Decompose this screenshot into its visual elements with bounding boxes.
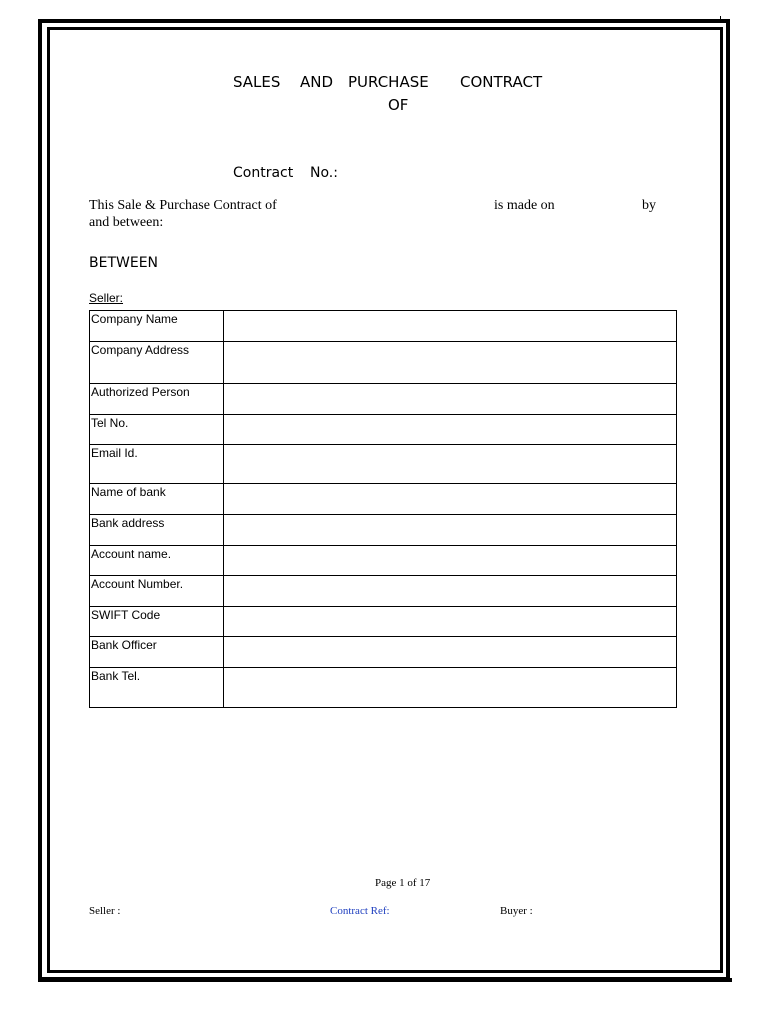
row-label: Email Id. <box>90 445 224 484</box>
row-label: Account name. <box>90 546 224 576</box>
row-value-field[interactable] <box>224 576 677 607</box>
title-word-contract: CONTRACT <box>460 73 543 91</box>
between-heading: BETWEEN <box>89 255 159 271</box>
intro-text-part1: This Sale & Purchase Contract of <box>89 198 277 213</box>
row-value-field[interactable] <box>224 415 677 445</box>
table-row <box>90 342 677 384</box>
table-row <box>90 546 677 576</box>
table-row <box>90 484 677 515</box>
row-label: Authorized Person <box>90 384 224 415</box>
table-row <box>90 311 677 342</box>
row-label: Bank address <box>90 515 224 546</box>
row-label: Name of bank <box>90 484 224 515</box>
table-row <box>90 607 677 637</box>
table-row <box>90 668 677 708</box>
row-label: SWIFT Code <box>90 607 224 637</box>
row-label: Company Name <box>90 311 224 342</box>
contract-no-label: No.: <box>310 165 338 181</box>
title-word-purchase: PURCHASE <box>348 73 429 91</box>
row-value-field[interactable] <box>224 445 677 484</box>
row-value-field[interactable] <box>224 384 677 415</box>
contract-label: Contract <box>233 165 294 181</box>
intro-text-part2: is made on <box>494 198 555 213</box>
footer-seller: Seller : <box>89 905 121 917</box>
row-label: Account Number. <box>90 576 224 607</box>
row-value-field[interactable] <box>224 515 677 546</box>
row-label: Company Address <box>90 342 224 384</box>
title-of: OF <box>388 96 409 114</box>
row-label: Bank Tel. <box>90 668 224 708</box>
seller-details-table <box>89 310 677 708</box>
row-value-field[interactable] <box>224 546 677 576</box>
row-label: Bank Officer <box>90 637 224 668</box>
row-value-field[interactable] <box>224 637 677 668</box>
intro-text-part3: by <box>642 198 656 213</box>
table-row <box>90 515 677 546</box>
row-value-field[interactable] <box>224 311 677 342</box>
corner-tick <box>720 16 721 22</box>
title-word-and: AND <box>300 73 334 91</box>
footer-contract-ref: Contract Ref: <box>330 905 390 917</box>
title-word-sales: SALES <box>233 73 281 91</box>
row-value-field[interactable] <box>224 342 677 384</box>
row-label: Tel No. <box>90 415 224 445</box>
table-row <box>90 576 677 607</box>
footer-buyer: Buyer : <box>500 905 533 917</box>
seller-heading: Seller: <box>89 291 124 305</box>
bottom-border-rule <box>38 978 732 982</box>
row-value-field[interactable] <box>224 607 677 637</box>
intro-text-line2: and between: <box>89 215 164 230</box>
page-number: Page 1 of 17 <box>375 877 431 889</box>
table-row <box>90 415 677 445</box>
table-row <box>90 445 677 484</box>
row-value-field[interactable] <box>224 668 677 708</box>
row-value-field[interactable] <box>224 484 677 515</box>
table-row <box>90 637 677 668</box>
table-row <box>90 384 677 415</box>
